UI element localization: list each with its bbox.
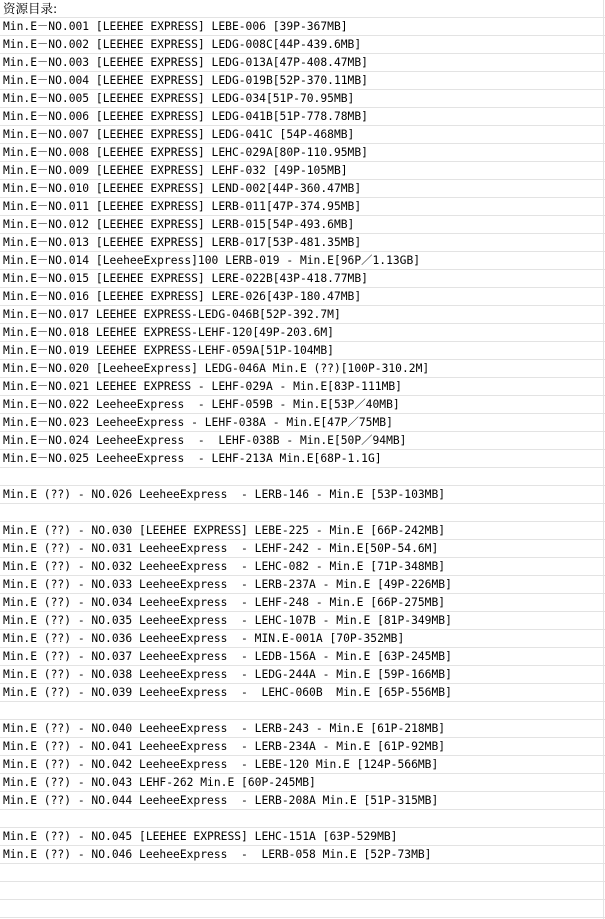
catalog-row[interactable]: Min.E－NO.019 LEEHEE EXPRESS-LEHF-059A[51P-104MB] <box>3 344 334 357</box>
catalog-row[interactable]: Min.E－NO.010 [LEEHEE EXPRESS] LEND-002[44P-360.47MB] <box>3 182 362 195</box>
catalog-row[interactable]: Min.E－NO.015 [LEEHEE EXPRESS] LERE-022B[43P-418.77MB] <box>3 272 368 285</box>
column-divider <box>603 0 604 919</box>
catalog-row[interactable] <box>0 702 605 720</box>
catalog-row[interactable]: Min.E－NO.008 [LEEHEE EXPRESS] LEHC-029A[80P-110.95MB] <box>3 146 368 159</box>
catalog-row[interactable]: Min.E (??) - NO.034 LeeheeExpress - LEHF-248 - Min.E [66P-275MB] <box>3 596 446 609</box>
catalog-row[interactable]: Min.E (??) - NO.041 LeeheeExpress - LERB-234A - Min.E [61P-92MB] <box>3 740 446 753</box>
catalog-row[interactable]: Min.E－NO.023 LeeheeExpress - LEHF-038A - Min.E[47P／75MB] <box>3 416 393 429</box>
catalog-row[interactable]: Min.E (??) - NO.040 LeeheeExpress - LERB-243 - Min.E [61P-218MB] <box>3 722 446 735</box>
catalog-row[interactable]: Min.E (??) - NO.036 LeeheeExpress - MIN.E-001A [70P-352MB] <box>3 632 405 645</box>
catalog-row[interactable] <box>0 882 605 900</box>
catalog-row[interactable]: Min.E－NO.005 [LEEHEE EXPRESS] LEDG-034[51P-70.95MB] <box>3 92 355 105</box>
catalog-row[interactable] <box>0 900 605 918</box>
catalog-row[interactable]: Min.E－NO.001 [LEEHEE EXPRESS] LEBE-006 [39P-367MB] <box>3 20 348 33</box>
catalog-row[interactable]: Min.E (??) - NO.042 LeeheeExpress - LEBE-120 Min.E [124P-566MB] <box>3 758 439 771</box>
catalog-row[interactable]: Min.E－NO.021 LEEHEE EXPRESS - LEHF-029A - Min.E[83P-111MB] <box>3 380 402 393</box>
catalog-row[interactable]: Min.E (??) - NO.033 LeeheeExpress - LERB-237A - Min.E [49P-226MB] <box>3 578 452 591</box>
catalog-row[interactable] <box>0 810 605 828</box>
catalog-row[interactable]: Min.E－NO.003 [LEEHEE EXPRESS] LEDG-013A[47P-408.47MB] <box>3 56 368 69</box>
catalog-row[interactable]: Min.E (??) - NO.030 [LEEHEE EXPRESS] LEBE-225 - Min.E [66P-242MB] <box>3 524 446 537</box>
catalog-row[interactable]: Min.E－NO.013 [LEEHEE EXPRESS] LERB-017[53P-481.35MB] <box>3 236 362 249</box>
catalog-row[interactable]: Min.E (??) - NO.045 [LEEHEE EXPRESS] LEHC-151A [63P-529MB] <box>3 830 398 843</box>
catalog-row[interactable]: Min.E－NO.004 [LEEHEE EXPRESS] LEDG-019B[52P-370.11MB] <box>3 74 368 87</box>
catalog-row[interactable]: Min.E－NO.025 LeeheeExpress - LEHF-213A Min.E[68P-1.1G] <box>3 452 382 465</box>
catalog-row[interactable]: Min.E－NO.007 [LEEHEE EXPRESS] LEDG-041C [54P-468MB] <box>3 128 355 141</box>
catalog-row[interactable]: Min.E－NO.014 [LeeheeExpress]100 LERB-019 - Min.E[96P／1.13GB] <box>3 254 421 267</box>
catalog-row[interactable]: Min.E (??) - NO.038 LeeheeExpress - LEDG-244A - Min.E [59P-166MB] <box>3 668 452 681</box>
catalog-row[interactable]: Min.E (??) - NO.026 LeeheeExpress - LERB-146 - Min.E [53P-103MB] <box>3 488 446 501</box>
catalog-row[interactable]: Min.E (??) - NO.037 LeeheeExpress - LEDB-156A - Min.E [63P-245MB] <box>3 650 452 663</box>
catalog-row[interactable] <box>0 864 605 882</box>
catalog-row[interactable]: Min.E－NO.009 [LEEHEE EXPRESS] LEHF-032 [49P-105MB] <box>3 164 348 177</box>
catalog-row[interactable]: Min.E－NO.024 LeeheeExpress - LEHF-038B - Min.E[50P／94MB] <box>3 434 407 447</box>
catalog-row[interactable]: Min.E (??) - NO.044 LeeheeExpress - LERB-208A Min.E [51P-315MB] <box>3 794 439 807</box>
catalog-row[interactable]: Min.E－NO.016 [LEEHEE EXPRESS] LERE-026[43P-180.47MB] <box>3 290 362 303</box>
catalog-row[interactable] <box>0 468 605 486</box>
catalog-row[interactable]: Min.E－NO.011 [LEEHEE EXPRESS] LERB-011[47P-374.95MB] <box>3 200 362 213</box>
catalog-row[interactable] <box>0 504 605 522</box>
catalog-row[interactable]: Min.E－NO.002 [LEEHEE EXPRESS] LEDG-008C[44P-439.6MB] <box>3 38 362 51</box>
catalog-row[interactable]: Min.E－NO.017 LEEHEE EXPRESS-LEDG-046B[52P-392.7M] <box>3 308 341 321</box>
catalog-row[interactable]: Min.E (??) - NO.035 LeeheeExpress - LEHC-107B - Min.E [81P-349MB] <box>3 614 452 627</box>
catalog-row[interactable]: Min.E－NO.022 LeeheeExpress - LEHF-059B - Min.E[53P／40MB] <box>3 398 400 411</box>
catalog-row[interactable]: Min.E (??) - NO.046 LeeheeExpress - LERB-058 Min.E [52P-73MB] <box>3 848 432 861</box>
catalog-header-cell[interactable]: 资源目录: <box>3 1 58 16</box>
catalog-row[interactable]: Min.E (??) - NO.031 LeeheeExpress - LEHF-242 - Min.E[50P-54.6M] <box>3 542 439 555</box>
catalog-row[interactable]: Min.E－NO.020 [LeeheeExpress] LEDG-046A Min.E (??)[100P-310.2M] <box>3 362 430 375</box>
catalog-row[interactable]: Min.E (??) - NO.032 LeeheeExpress - LEHC-082 - Min.E [71P-348MB] <box>3 560 446 573</box>
catalog-row[interactable]: Min.E (??) - NO.039 LeeheeExpress - LEHC-060B Min.E [65P-556MB] <box>3 686 452 699</box>
catalog-rows <box>0 18 605 919</box>
catalog-row[interactable]: Min.E－NO.006 [LEEHEE EXPRESS] LEDG-041B[51P-778.78MB] <box>3 110 368 123</box>
catalog-row[interactable]: Min.E－NO.012 [LEEHEE EXPRESS] LERB-015[54P-493.6MB] <box>3 218 355 231</box>
catalog-row[interactable]: Min.E－NO.018 LEEHEE EXPRESS-LEHF-120[49P-203.6M] <box>3 326 334 339</box>
catalog-row[interactable]: Min.E (??) - NO.043 LEHF-262 Min.E [60P-245MB] <box>3 776 316 789</box>
